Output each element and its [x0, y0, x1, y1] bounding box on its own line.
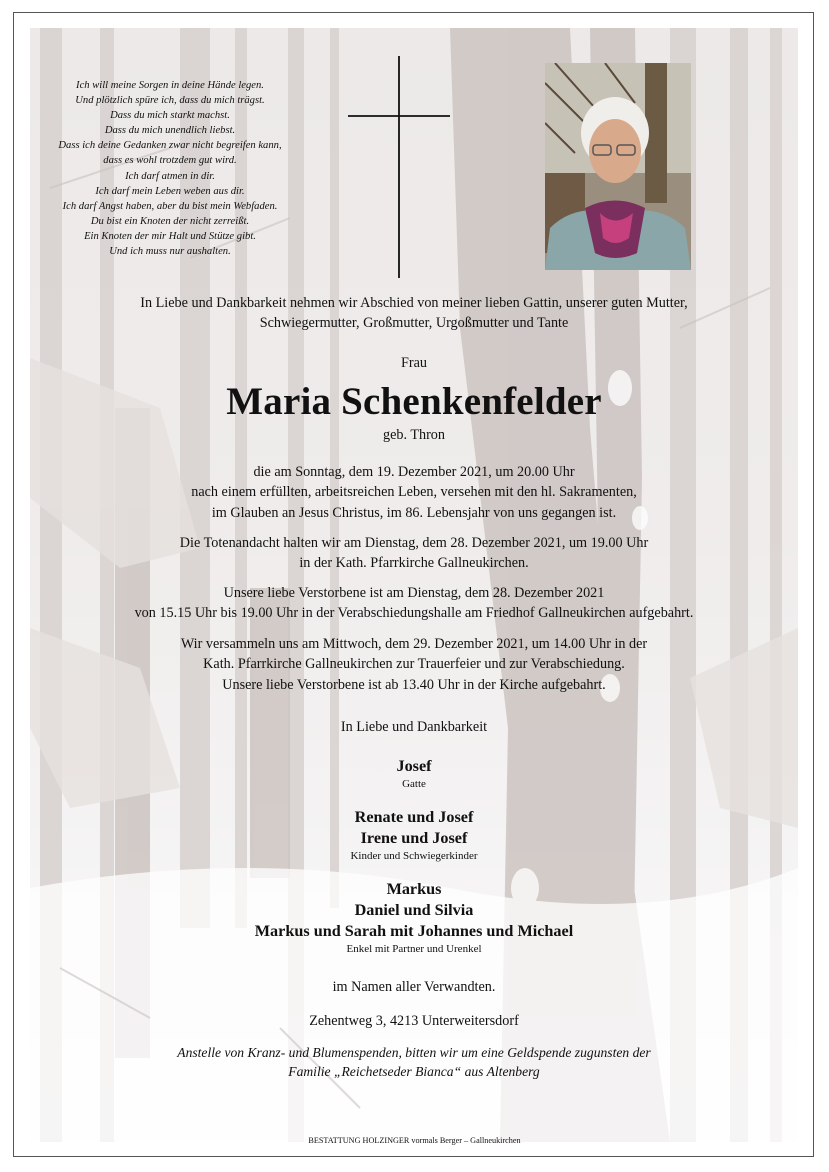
cross-icon — [348, 56, 450, 278]
mourner-role: Enkel mit Partner und Urenkel — [346, 943, 482, 955]
poem-line: Und ich muss nur aushalten. — [109, 246, 231, 258]
portrait-image — [545, 63, 691, 270]
mourner-name: Renate und Josef — [354, 808, 474, 826]
poem-line: Ich darf atmen in dir. — [125, 170, 215, 182]
poem-line: Ich darf mein Leben weben aus dir. — [95, 185, 245, 197]
viewing-line: von 15.15 Uhr bis 19.00 Uhr in der Verabschiedungshalle am Friedhof Gallneukirchen aufgebahrt. — [134, 605, 694, 622]
poem — [32, 78, 308, 259]
mourner-name: Josef — [396, 757, 432, 775]
poem-line: Du bist ein Knoten der nicht zerreißt. — [90, 215, 250, 227]
mourner-role: Gatte — [402, 778, 426, 790]
viewing-line: Unsere liebe Verstorbene ist am Dienstag, dem 28. Dezember 2021 — [223, 585, 605, 601]
footer-funeral-home: BESTATTUNG HOLZINGER vormals Berger – Gallneukirchen — [308, 1136, 521, 1145]
donation-line: Anstelle von Kranz- und Blumenspenden, bitten wir um eine Geldspende zugunsten der — [177, 1045, 651, 1060]
death-notice-line: die am Sonntag, dem 19. Dezember 2021, um 20.00 Uhr — [253, 464, 575, 480]
mourner-name: Irene und Josef — [360, 829, 468, 847]
mourner-group-children — [60, 807, 768, 863]
funeral-line: Unsere liebe Verstorbene ist ab 13.40 Uhr in der Kirche aufgebahrt. — [222, 676, 606, 693]
poem-line: Dass du mich starkt machst. — [110, 110, 230, 122]
poem-line: Ich will meine Sorgen in deine Hände legen. — [76, 80, 264, 91]
poem-line: Dass du mich unendlich liebst. — [104, 125, 236, 137]
poem-line: dass es wohl trotzdem gut wird. — [103, 155, 237, 167]
funeral-line: Kath. Pfarrkirche Gallneukirchen zur Trauerfeier und zur Verabschiedung. — [203, 656, 625, 673]
intro-line: Schwiegermutter, Großmutter, Urgoßmutter und Tante — [259, 315, 569, 332]
intro-text — [60, 293, 768, 334]
mourner-name: Markus — [386, 880, 442, 898]
prayer-service-line: Die Totenandacht halten wir am Dienstag, dem 28. Dezember 2021, um 19.00 Uhr — [179, 535, 649, 551]
viewing-info — [60, 583, 768, 624]
birth-name — [60, 425, 768, 445]
poem-line: Ein Knoten der mir Halt und Stütze gibt. — [84, 230, 256, 242]
birth-name-text: geb. Thron — [383, 427, 445, 443]
address — [60, 1011, 768, 1031]
salutation — [60, 353, 768, 373]
mourner-name: Daniel und Silvia — [354, 901, 474, 919]
deceased-name: Maria Schenkenfelder — [226, 380, 602, 423]
donation-line: Familie „Reichetseder Bianca“ aus Altenberg — [288, 1064, 540, 1079]
mourner-name: Markus und Sarah mit Johannes und Michael — [254, 922, 574, 940]
intro-line: In Liebe und Dankbarkeit nehmen wir Abschied von meiner lieben Gattin, unserer guten Mutter, — [140, 295, 688, 311]
poem-line: Dass ich deine Gedanken zwar nicht begreifen kann, — [58, 140, 282, 152]
address-text: Zehentweg 3, 4213 Unterweitersdorf — [309, 1013, 519, 1029]
mourners-intro-text: In Liebe und Dankbarkeit — [340, 719, 488, 735]
prayer-service — [60, 533, 768, 574]
portrait-photo — [545, 63, 691, 270]
funeral-info — [60, 634, 768, 695]
salutation-text: Frau — [400, 355, 427, 371]
mourners-intro — [60, 717, 768, 737]
donation-note — [60, 1043, 768, 1081]
poem-line: Und plötzlich spüre ich, dass du mich trägst. — [75, 95, 265, 107]
funeral-line: Wir versammeln uns am Mittwoch, dem 29. Dezember 2021, um 14.00 Uhr in der — [180, 636, 648, 652]
death-notice — [60, 462, 768, 523]
mourner-group-grandchildren — [60, 879, 768, 956]
poem-line: Ich darf Angst haben, aber du bist mein Webfaden. — [62, 200, 278, 212]
mourner-group-spouse — [60, 756, 768, 791]
death-notice-line: im Glauben an Jesus Christus, im 86. Lebensjahr von uns gegangen ist. — [211, 504, 617, 521]
relatives-note — [60, 977, 768, 997]
death-notice-line: nach einem erfüllten, arbeitsreichen Leben, versehen mit den hl. Sakramenten, — [191, 484, 637, 501]
prayer-service-line: in der Kath. Pfarrkirche Gallneukirchen. — [299, 555, 529, 572]
relatives-text: im Namen aller Verwandten. — [332, 979, 496, 995]
mourner-role: Kinder und Schwiegerkinder — [350, 850, 478, 862]
